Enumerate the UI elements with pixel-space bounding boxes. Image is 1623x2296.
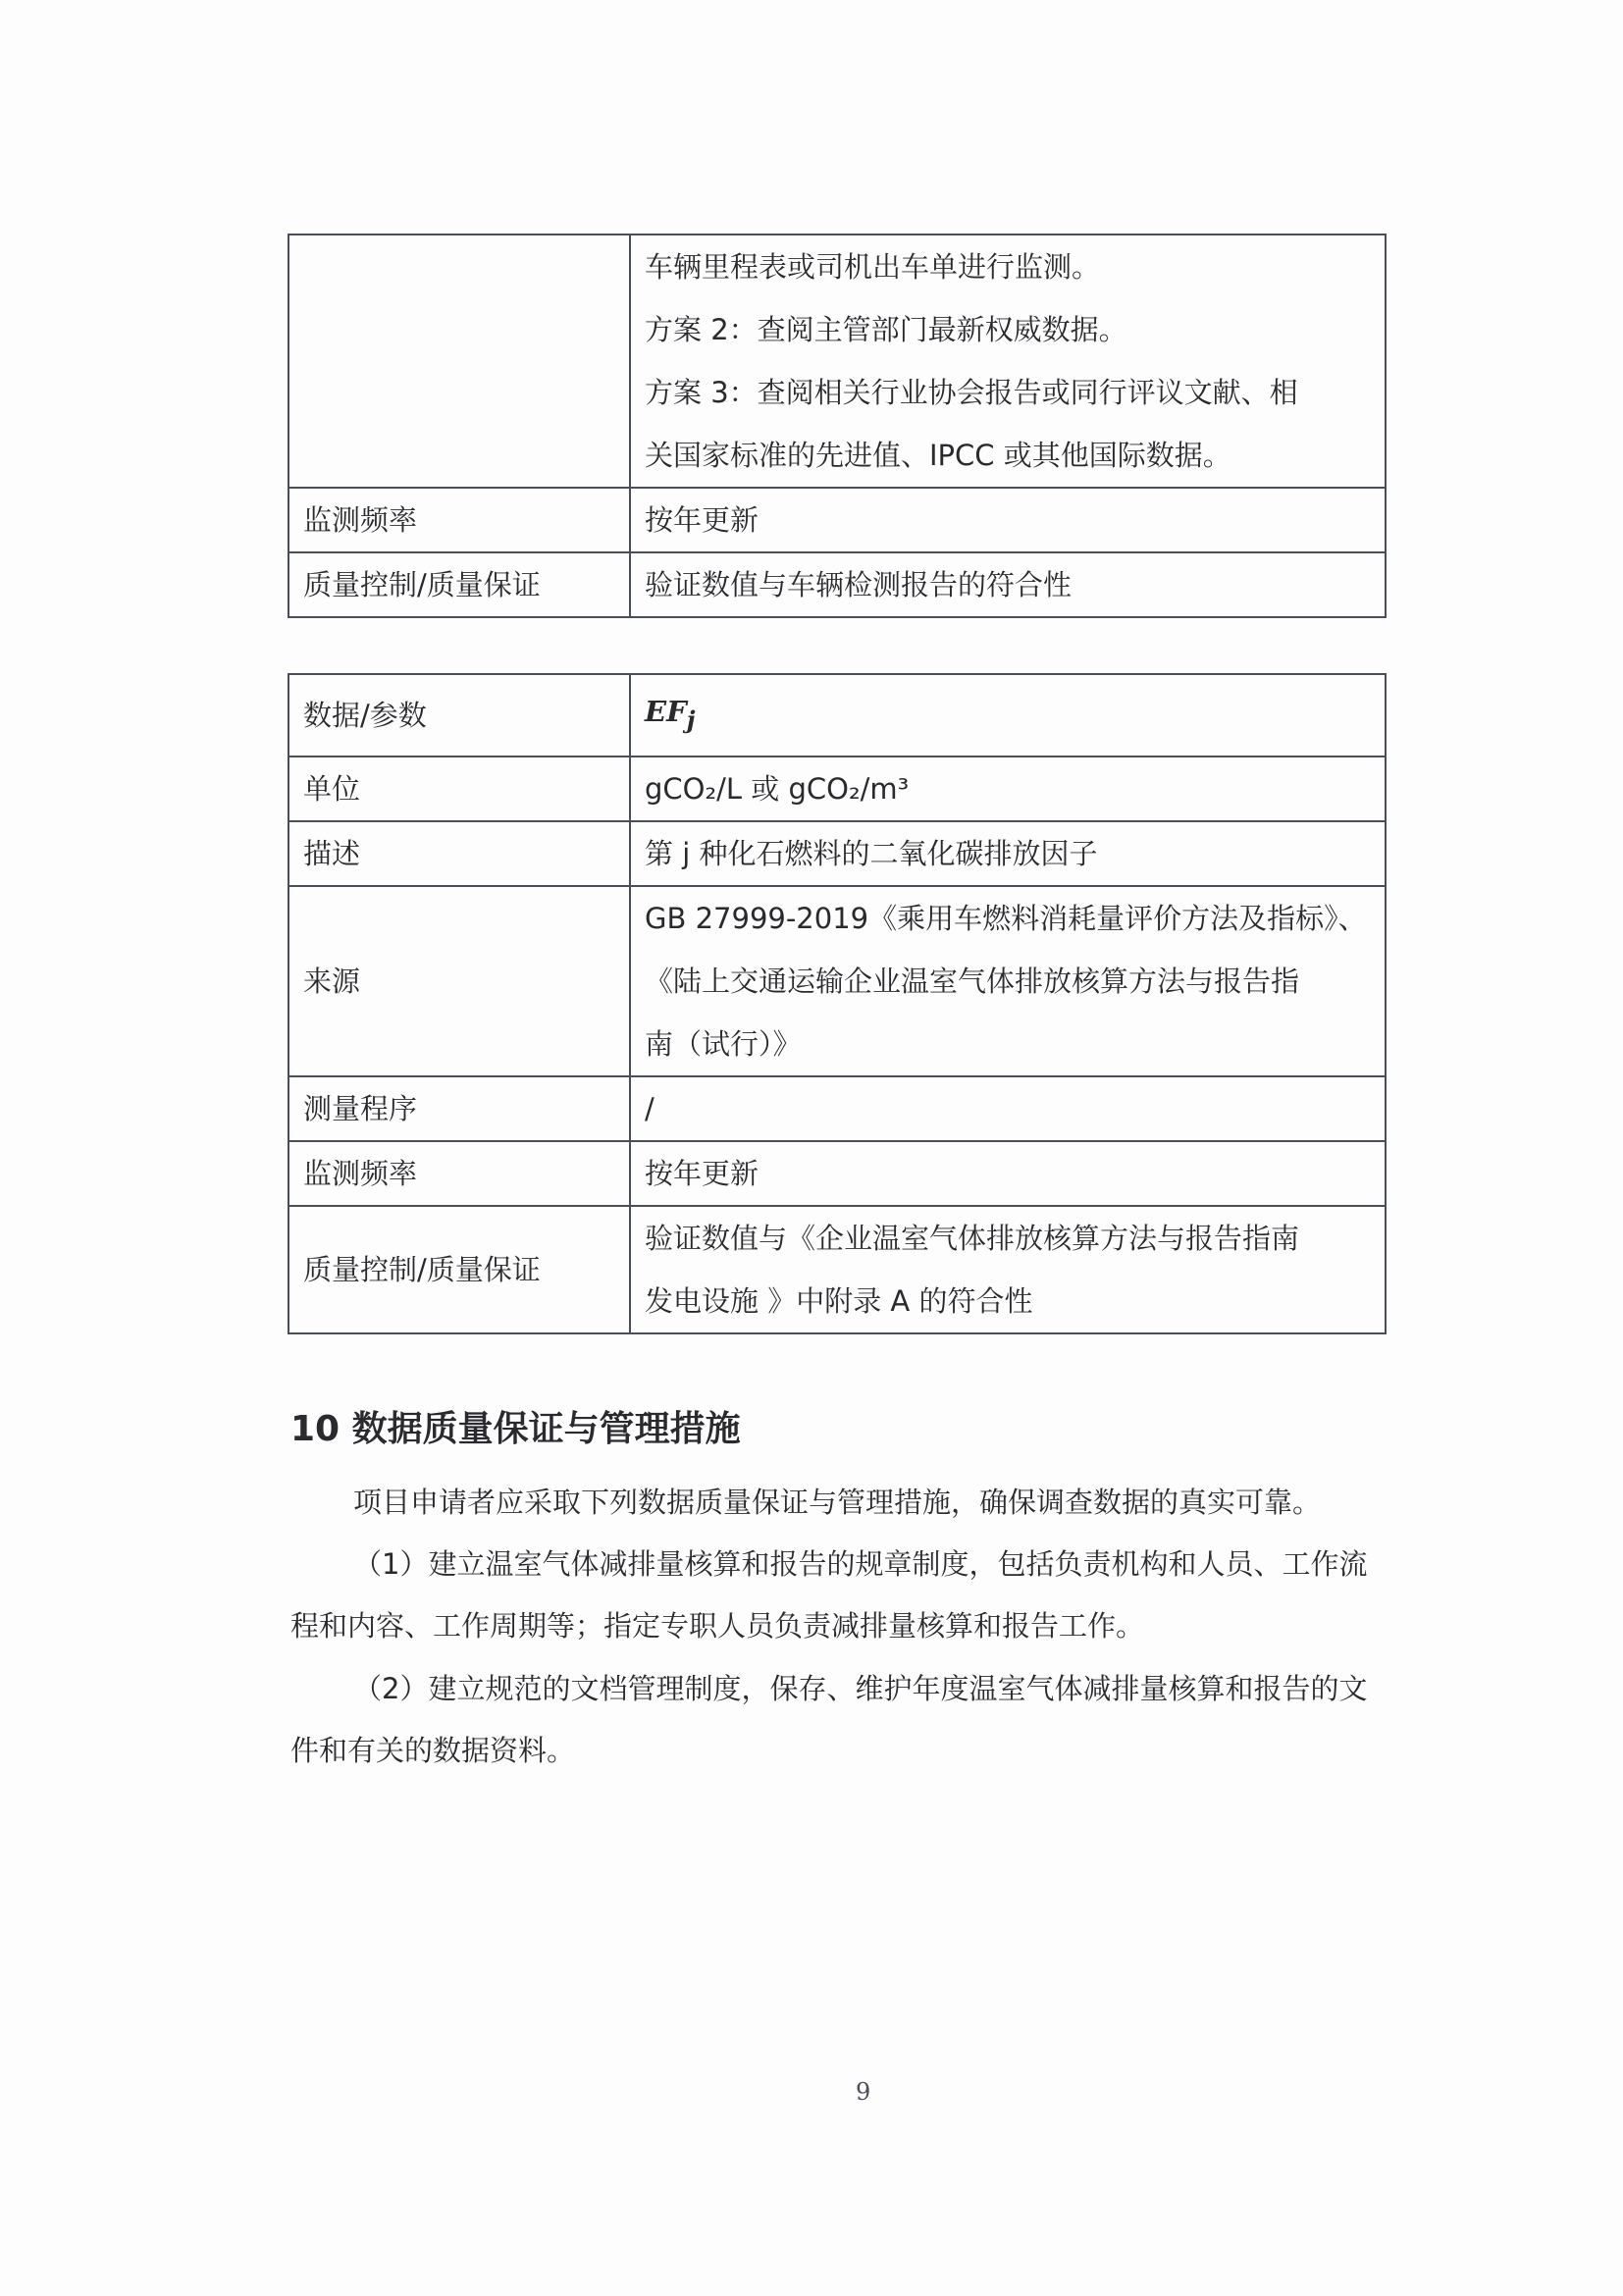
- row-value: 第 j 种化石燃料的二氧化碳排放因子: [630, 821, 1386, 886]
- row-key: 监测频率: [288, 488, 630, 552]
- paragraph-intro: 项目申请者应采取下列数据质量保证与管理措施，确保调查数据的真实可靠。: [353, 1486, 1322, 1519]
- table-row: [288, 488, 1386, 552]
- value-line: 验证数值与《企业温室气体排放核算方法与报告指南: [645, 1222, 1300, 1255]
- value-line: 关国家标准的先进值、IPCC 或其他国际数据。: [645, 439, 1231, 472]
- paragraph-item-1: （1）建立温室气体减排量核算和报告的规章制度，包括负责机构和人员、工作流程和内容、工作周期等；指定专职人员负责减排量核算和报告工作。: [290, 1547, 1368, 1643]
- paragraph-item-2: （2）建立规范的文档管理制度，保存、维护年度温室气体减排量核算和报告的文件和有关的数据资料。: [290, 1672, 1368, 1767]
- row-key: 来源: [288, 886, 630, 1076]
- row-value: 按年更新: [630, 1141, 1386, 1206]
- row-key: 质量控制/质量保证: [288, 1206, 630, 1333]
- page-number: 9: [856, 2078, 871, 2106]
- value-line: 发电设施 》中附录 A 的符合性: [645, 1284, 1033, 1318]
- row-value: 验证数值与车辆检测报告的符合性: [630, 552, 1386, 617]
- table-row: [288, 674, 1386, 757]
- row-value: /: [630, 1076, 1386, 1141]
- row-value: [630, 235, 1386, 488]
- row-key: [288, 235, 630, 488]
- row-key: 描述: [288, 821, 630, 886]
- row-value: [630, 674, 1386, 757]
- table-row: [288, 1141, 1386, 1206]
- row-key: 数据/参数: [288, 674, 630, 757]
- table-row: [288, 235, 1386, 488]
- table-row: [288, 552, 1386, 617]
- row-key: 单位: [288, 757, 630, 821]
- value-line: 《陆上交通运输企业温室气体排放核算方法与报告指: [645, 965, 1300, 998]
- row-value: 按年更新: [630, 488, 1386, 552]
- table-row: [288, 757, 1386, 821]
- value-line: GB 27999-2019《乘用车燃料消耗量评价方法及指标》、: [645, 902, 1367, 935]
- row-value: [630, 886, 1386, 1076]
- row-value: gCO₂/L 或 gCO₂/m³: [630, 757, 1386, 821]
- param-symbol: EF: [645, 694, 687, 728]
- value-line: 南（试行）》: [645, 1027, 802, 1061]
- value-line: 方案 2：查阅主管部门最新权威数据。: [645, 313, 1127, 346]
- table-row: [288, 1206, 1386, 1333]
- param-subscript: j: [686, 704, 696, 734]
- row-key: 测量程序: [288, 1076, 630, 1141]
- table-row: [288, 886, 1386, 1076]
- value-line: 车辆里程表或司机出车单进行监测。: [645, 250, 1101, 284]
- row-key: 质量控制/质量保证: [288, 552, 630, 617]
- parameter-table-efj: [288, 673, 1387, 1334]
- table-row: [288, 821, 1386, 886]
- table-row: [288, 1076, 1386, 1141]
- row-value: [630, 1206, 1386, 1333]
- row-key: 监测频率: [288, 1141, 630, 1206]
- monitoring-table-continued: [288, 234, 1387, 618]
- section-heading: 10 数据质量保证与管理措施: [290, 1409, 741, 1449]
- value-line: 方案 3：查阅相关行业协会报告或同行评议文献、相: [645, 376, 1298, 409]
